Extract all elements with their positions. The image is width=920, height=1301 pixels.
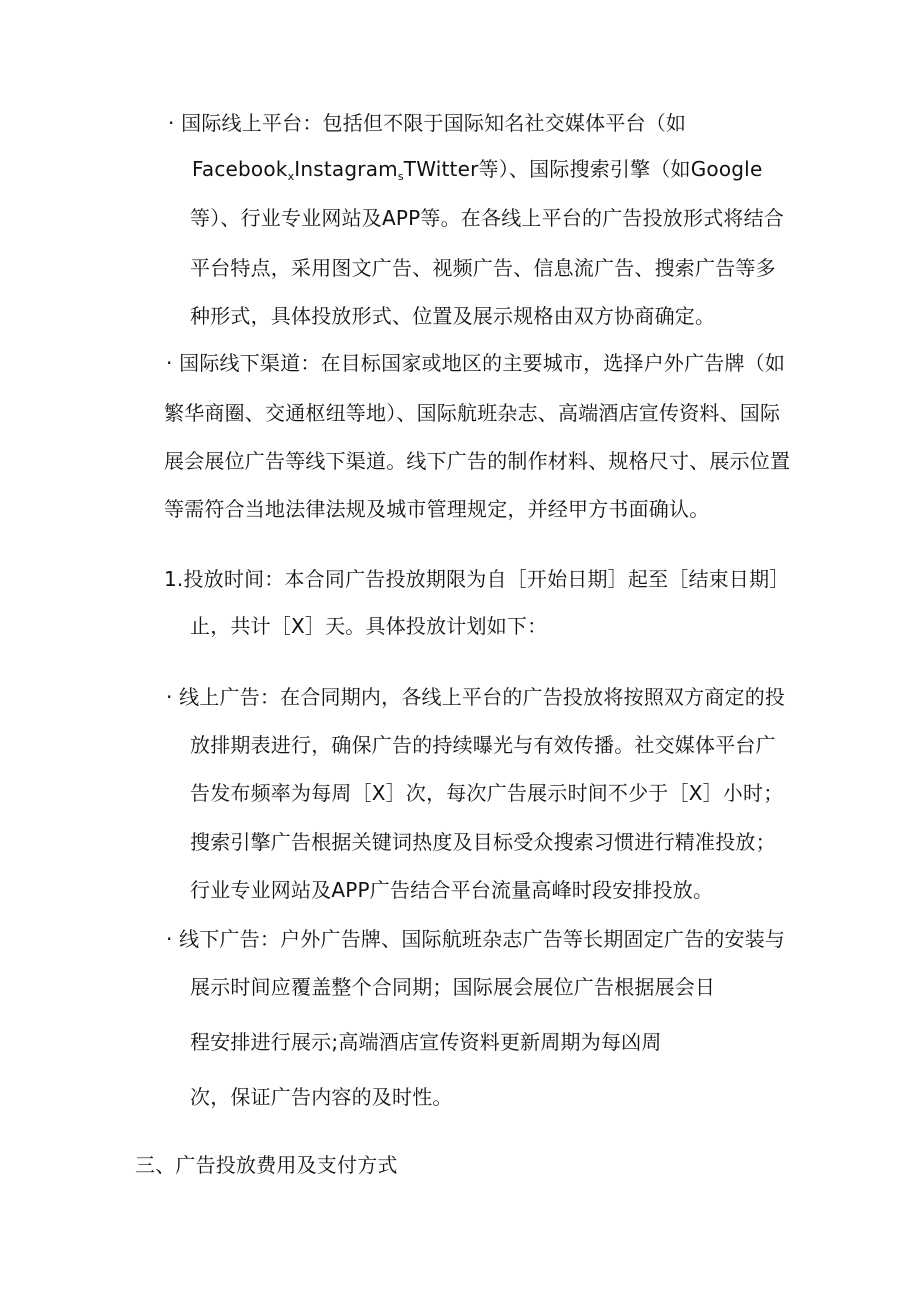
platform-instagram: Instagram bbox=[294, 157, 398, 181]
bullet-online-platforms-line-3: 等）、行业专业网站及APP等。在各线上平台的广告投放形式将结合 bbox=[190, 206, 785, 230]
bullet-offline-ads-line-4: 次，保证广告内容的及时性。 bbox=[190, 1085, 453, 1109]
bullet-offline-ads-line-2: 展示时间应覆盖整个合同期；国际展会展位广告根据展会日 bbox=[190, 975, 716, 999]
bullet-offline-channels-line-4: 等需符合当地法律法规及城市管理规定，并经甲方书面确认。 bbox=[164, 497, 710, 521]
subscript-x: x bbox=[287, 170, 295, 183]
subscript-s: s bbox=[397, 170, 404, 183]
bullet-online-ads-line-1: · 线上广告：在合同期内，各线上平台的广告投放将按照双方商定的投 bbox=[166, 685, 786, 709]
bullet-online-ads-line-3: 告发布频率为每周［X］次，每次广告展示时间不少于［X］小时； bbox=[190, 781, 784, 805]
bullet-offline-ads-line-3: 程安排进行展示;高端酒店宣传资料更新周期为每凶周 bbox=[190, 1030, 662, 1054]
item-placement-time-line-2: 止，共计［X］天。具体投放计划如下： bbox=[190, 614, 548, 638]
bullet-offline-channels-line-3: 展会展位广告等线下渠道。线下广告的制作材料、规格尺寸、展示位置 bbox=[164, 449, 791, 473]
bullet-offline-channels-line-2: 繁华商圈、交通枢纽等地）、国际航班杂志、高端酒店宣传资料、国际 bbox=[164, 401, 781, 425]
platform-facebook: Facebook bbox=[192, 157, 288, 181]
bullet-online-platforms-line-1: · 国际线上平台：包括但不限于国际知名社交媒体平台（如 bbox=[168, 111, 687, 135]
bullet-online-ads-line-2: 放排期表进行，确保广告的持续曝光与有效传播。社交媒体平台广 bbox=[190, 733, 776, 757]
bullet-online-ads-line-4: 搜索引擎广告根据关键词热度及目标受众搜索习惯进行精准投放； bbox=[190, 830, 776, 854]
bullet-online-platforms-line-5: 种形式，具体投放形式、位置及展示规格由双方协商确定。 bbox=[190, 304, 716, 328]
bullet-online-ads-line-5: 行业专业网站及APP广告结合平台流量高峰时段安排投放。 bbox=[190, 878, 714, 902]
bullet-online-platforms-line-4: 平台特点，采用图文广告、视频广告、信息流广告、搜索广告等多 bbox=[190, 256, 776, 280]
bullet-offline-ads-line-1: · 线下广告：户外广告牌、国际航班杂志广告等长期固定广告的安装与 bbox=[166, 927, 786, 951]
platform-twitter-google: TWitter等）、国际搜索引擎（如Google bbox=[403, 157, 763, 181]
section-heading-fees-payment: 三、广告投放费用及支付方式 bbox=[135, 1153, 398, 1177]
bullet-offline-channels-line-1: · 国际线下渠道：在目标国家或地区的主要城市，选择户外广告牌（如 bbox=[166, 351, 786, 375]
item-placement-time-line-1: 1.投放时间：本合同广告投放期限为自［开始日期］起至［结束日期］ bbox=[164, 567, 790, 591]
bullet-online-platforms-line-2 bbox=[192, 155, 762, 191]
